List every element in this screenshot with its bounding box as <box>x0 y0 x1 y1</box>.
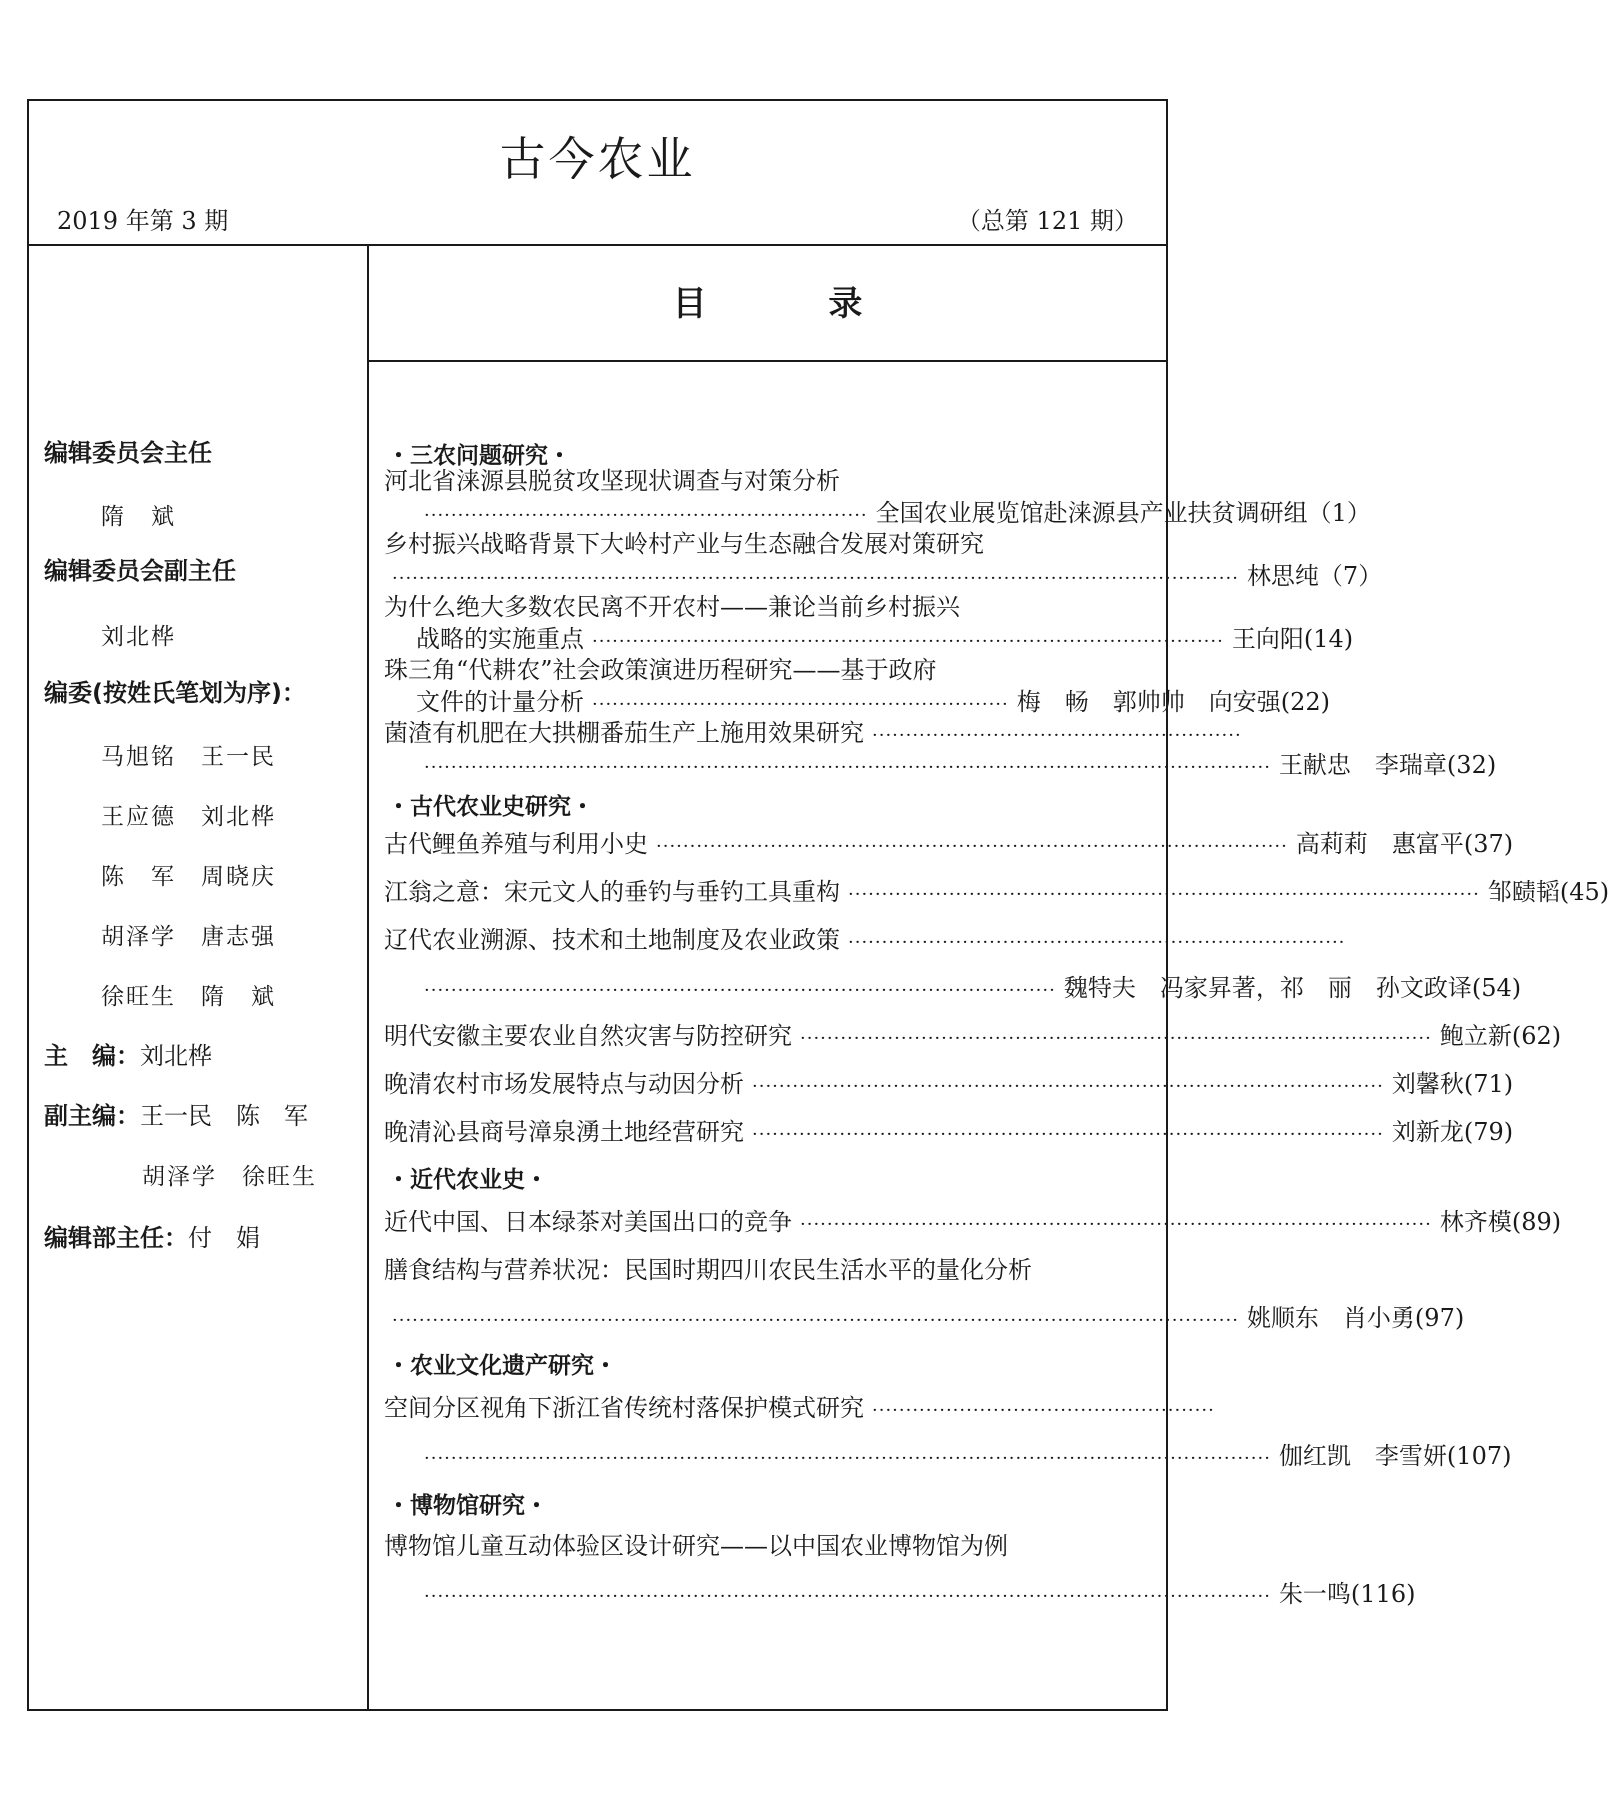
toc-title: 晚清沁县商号漳泉湧土地经营研究 <box>384 1118 744 1146</box>
header-divider <box>29 244 1166 246</box>
editor-in-chief <box>44 1036 212 1071</box>
toc-entry-line <box>416 972 1522 1004</box>
leader-dots: ······························································································ <box>752 1124 1384 1145</box>
toc-author: 邹赜韬(45) <box>1487 878 1609 906</box>
toc-entry-line <box>384 924 1346 956</box>
toc-title: 为什么绝大多数农民离不开农村——兼论当前乡村振兴 <box>384 593 960 621</box>
toc-entry-line <box>384 1392 1215 1424</box>
toc-author: 鲍立新(62) <box>1439 1022 1562 1050</box>
toc-author: 高莉莉 惠富平(37) <box>1295 830 1514 858</box>
toc-entry-line <box>416 497 1371 529</box>
leader-dots: ······························································································ <box>800 1028 1432 1049</box>
member-line: 马旭铭 王一民 <box>101 744 276 770</box>
toc-entry-line <box>384 1116 1514 1148</box>
toc-title: 晚清农村市场发展特点与动因分析 <box>384 1070 744 1098</box>
leader-dots: ··················································· <box>872 1400 1215 1421</box>
toc-heading-divider <box>367 360 1166 362</box>
deputy-names-continued: 胡泽学 徐旺生 <box>142 1164 317 1190</box>
member-line: 胡泽学 唐志强 <box>101 924 276 950</box>
deputy-editor <box>44 1096 308 1131</box>
toc-entry-line <box>384 828 1514 860</box>
leader-dots: ·········································································· <box>848 932 1346 953</box>
leader-dots: ······························································································ <box>592 631 1224 652</box>
leader-dots: ······························································································ <box>656 836 1288 857</box>
leader-dots: ······························································································································ <box>424 1448 1271 1469</box>
total-issue-number: （总第 121 期） <box>956 207 1138 235</box>
leader-dots: ·································································· <box>424 505 868 526</box>
chair-name: 隋 斌 <box>101 504 176 530</box>
chair-label: 编辑委员会主任 <box>44 439 212 467</box>
section-heading: ・古代农业史研究・ <box>387 794 594 820</box>
toc-author: 刘馨秋(71) <box>1391 1070 1514 1098</box>
section-heading: ・农业文化遗产研究・ <box>387 1353 617 1379</box>
column-divider <box>367 244 369 1709</box>
toc-entry-line <box>416 1440 1512 1472</box>
toc-heading: 目 录 <box>672 284 863 324</box>
leader-dots: ······························································ <box>592 694 1009 715</box>
members-label: 编委(按姓氏笔划为序)： <box>44 679 306 707</box>
toc-title: 江翁之意：宋元文人的垂钓与垂钓工具重构 <box>384 878 840 906</box>
page-frame <box>27 99 1609 1711</box>
toc-entry-line <box>416 686 1331 718</box>
toc-entry-line <box>384 1068 1514 1100</box>
toc-entry-line <box>416 1578 1416 1610</box>
toc-author: 王献忠 李瑞章(32) <box>1278 751 1497 779</box>
deputy-names: 王一民 陈 军 <box>140 1102 308 1130</box>
toc-entry-line <box>384 1302 1465 1334</box>
leader-dots: ······························································································································ <box>392 568 1239 589</box>
toc-title: 膳食结构与营养状况：民国时期四川农民生活水平的量化分析 <box>384 1256 1032 1284</box>
toc-entry-line <box>416 623 1354 655</box>
leader-dots: ······························································································································ <box>424 757 1271 778</box>
leader-dots: ······························································································································ <box>392 1310 1239 1331</box>
toc-title-continued: 文件的计量分析 <box>416 688 584 716</box>
vice-chair-label: 编辑委员会副主任 <box>44 557 236 585</box>
toc-author: 姚顺东 肖小勇(97) <box>1246 1304 1465 1332</box>
toc-title: 珠三角“代耕农”社会政策演进历程研究——基于政府 <box>384 656 937 684</box>
toc-author: 全国农业展览馆赴涞源县产业扶贫调研组（1） <box>875 499 1371 527</box>
toc-author: 魏特夫 冯家昇著，祁 丽 孙文政译(54) <box>1063 974 1522 1002</box>
office-label: 编辑部主任： <box>44 1224 188 1252</box>
leader-dots: ······················································· <box>872 725 1242 746</box>
toc-title: 古代鲤鱼养殖与利用小史 <box>384 830 648 858</box>
issue-number: 2019 年第 3 期 <box>57 207 229 235</box>
toc-title: 博物馆儿童互动体验区设计研究——以中国农业博物馆为例 <box>384 1532 1008 1560</box>
leader-dots: ······························································································ <box>848 884 1480 905</box>
leader-dots: ······························································································································ <box>424 1586 1271 1607</box>
office-director <box>44 1218 260 1253</box>
toc-entry-line <box>384 1206 1562 1238</box>
leader-dots: ······························································································ <box>800 1214 1432 1235</box>
deputy-label: 副主编： <box>44 1102 140 1130</box>
toc-title: 河北省涞源县脱贫攻坚现状调查与对策分析 <box>384 467 840 495</box>
toc-entry-line <box>384 560 1383 592</box>
editor-name: 刘北桦 <box>140 1042 212 1070</box>
toc-title-continued: 战略的实施重点 <box>416 625 584 653</box>
toc-author: 王向阳(14) <box>1231 625 1354 653</box>
toc-author: 梅 畅 郭帅帅 向安强(22) <box>1016 688 1331 716</box>
editor-label: 主 编： <box>44 1042 140 1070</box>
section-heading: ・博物馆研究・ <box>387 1493 548 1519</box>
member-line: 王应德 刘北桦 <box>101 804 276 830</box>
journal-title: 古今农业 <box>499 132 696 186</box>
toc-title: 空间分区视角下浙江省传统村落保护模式研究 <box>384 1394 864 1422</box>
toc-title: 菌渣有机肥在大拱棚番茄生产上施用效果研究 <box>384 719 864 747</box>
section-heading: ・三农问题研究・ <box>387 443 571 469</box>
toc-entry-line <box>384 717 1242 749</box>
section-heading: ・近代农业史・ <box>387 1167 548 1193</box>
toc-title: 明代安徽主要农业自然灾害与防控研究 <box>384 1022 792 1050</box>
toc-author: 朱一鸣(116) <box>1278 1580 1416 1608</box>
toc-author: 刘新龙(79) <box>1391 1118 1514 1146</box>
leader-dots: ······························································································ <box>424 980 1056 1001</box>
toc-entry-line <box>384 876 1609 908</box>
member-line: 陈 军 周晓庆 <box>101 864 276 890</box>
toc-author: 林思纯（7） <box>1246 562 1383 590</box>
member-line: 徐旺生 隋 斌 <box>101 984 276 1010</box>
toc-title: 乡村振兴战略背景下大岭村产业与生态融合发展对策研究 <box>384 530 984 558</box>
toc-entry-line <box>416 749 1497 781</box>
leader-dots: ······························································································ <box>752 1076 1384 1097</box>
toc-title: 辽代农业溯源、技术和土地制度及农业政策 <box>384 926 840 954</box>
toc-author: 林齐模(89) <box>1439 1208 1562 1236</box>
vice-chair-name: 刘北桦 <box>101 624 176 650</box>
office-name: 付 娟 <box>188 1224 260 1252</box>
toc-entry-line <box>384 1020 1562 1052</box>
toc-author: 伽红凯 李雪妍(107) <box>1278 1442 1512 1470</box>
toc-title: 近代中国、日本绿茶对美国出口的竞争 <box>384 1208 792 1236</box>
